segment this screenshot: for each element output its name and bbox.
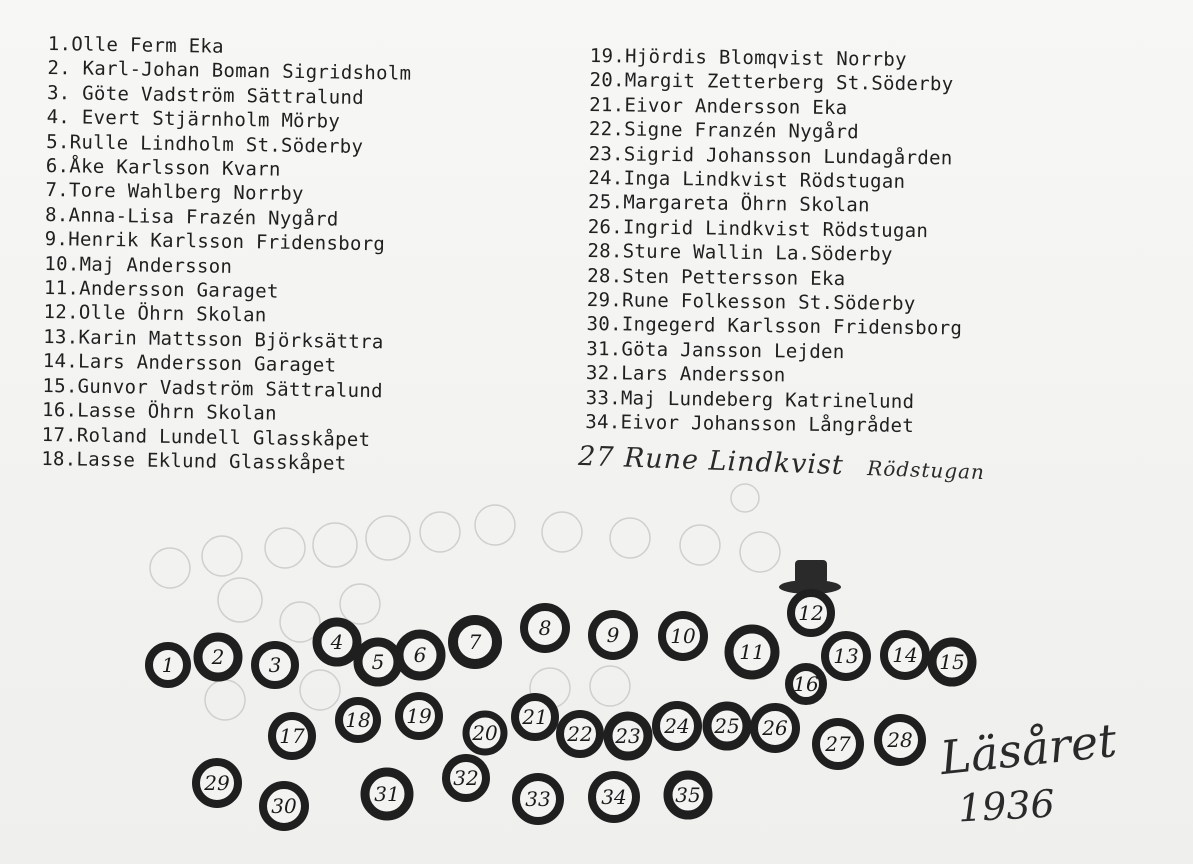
- seat-number: 34: [601, 785, 627, 809]
- seat: [466, 714, 504, 752]
- seat-number: 5: [371, 650, 385, 674]
- roster-entry: 8.Anna-Lisa Frazén Nygård: [44, 203, 339, 231]
- pencil-sketch-circles: [150, 484, 780, 720]
- seat: [932, 642, 972, 682]
- seat-number: 29: [204, 771, 230, 795]
- roster-entry: 25.Margareta Öhrn Skolan: [587, 191, 870, 217]
- seat: [656, 705, 698, 747]
- roster-entry: 14.Lars Andersson Garaget: [42, 350, 337, 377]
- roster-entry: 12.Olle Öhrn Skolan: [43, 301, 267, 327]
- seat: [825, 635, 867, 677]
- seat-number: 11: [739, 640, 765, 664]
- seat-number: 21: [522, 705, 548, 729]
- roster-entry: 18.Lasse Eklund Glasskåpet: [41, 447, 347, 475]
- roster-entry: 16.Lasse Öhrn Skolan: [41, 399, 277, 425]
- roster-entry: 24.Inga Lindkvist Rödstugan: [588, 167, 906, 193]
- seat: [196, 762, 238, 804]
- seat-number: 14: [892, 643, 918, 667]
- handwritten-note-name: 27 Rune Lindkvist: [577, 440, 845, 482]
- roster-entry: 20.Margit Zetterberg St.Söderby: [589, 69, 954, 96]
- seat-number: 19: [406, 704, 432, 728]
- seat: [592, 775, 636, 819]
- roster-entry: 29.Rune Folkesson St.Söderby: [586, 289, 916, 316]
- seat-number: 13: [833, 644, 859, 668]
- seat-number: 25: [714, 714, 740, 738]
- roster-entry: 31.Göta Jansson Lejden: [586, 337, 845, 364]
- seat: [255, 645, 295, 685]
- roster-entry: 33.Maj Lundeberg Katrinelund: [585, 386, 915, 413]
- school-year-number: 1936: [956, 781, 1056, 831]
- roster-entry: 23.Sigrid Johansson Lundagården: [588, 142, 953, 170]
- seat-number: 16: [793, 672, 819, 696]
- roster-entry: 7.Tore Wahlberg Norrby: [45, 179, 304, 206]
- seat: [399, 634, 441, 676]
- seat: [272, 716, 312, 756]
- seat-number: 4: [330, 630, 344, 654]
- seat: [791, 593, 831, 633]
- seat: [446, 758, 486, 798]
- seat: [789, 667, 823, 701]
- seat-number: 33: [525, 787, 551, 811]
- roster-entry: 15.Gunvor Vadström Sättralund: [42, 374, 384, 402]
- seat-number: 27: [825, 732, 851, 756]
- roster-entry: 4. Evert Stjärnholm Mörby: [46, 106, 341, 133]
- seat: [729, 629, 775, 675]
- seat: [515, 697, 555, 737]
- roster-entry: 17.Roland Lundell Glasskåpet: [41, 423, 371, 451]
- top-hat-drawing: [779, 560, 841, 594]
- seat-number: 22: [567, 722, 593, 746]
- roster-entry: 28.Sten Pettersson Eka: [587, 264, 846, 290]
- roster-right-column: [585, 44, 965, 439]
- roster-entry: 30.Ingegerd Karlsson Fridensborg: [586, 313, 963, 341]
- seat: [524, 607, 566, 649]
- seat-number: 17: [279, 724, 305, 748]
- seat-number: 3: [268, 653, 282, 677]
- roster-entry: 19.Hjördis Blomqvist Norrby: [589, 44, 907, 71]
- seat: [149, 646, 187, 684]
- seat-number: 18: [345, 708, 371, 732]
- roster-entry: 22.Signe Franzén Nygård: [588, 118, 860, 144]
- roster-entry: 28.Sture Wallin La.Söderby: [587, 240, 893, 266]
- seat: [365, 772, 409, 816]
- seat: [516, 777, 560, 821]
- seat-number: 32: [453, 766, 479, 790]
- roster-entry: 6.Åke Karlsson Kvarn: [45, 155, 281, 181]
- seat-number: 1: [161, 653, 175, 677]
- handwritten-note-place: Rödstugan: [866, 456, 986, 485]
- seat-number: 15: [939, 650, 965, 674]
- roster-entry: 2. Karl-Johan Boman Sigridsholm: [47, 57, 412, 86]
- seat-number: 12: [798, 601, 824, 625]
- seat-number: 31: [374, 782, 400, 806]
- roster-entry: 11.Andersson Garaget: [43, 277, 279, 303]
- seat: [453, 620, 497, 664]
- roster-entry: 1.Olle Ferm Eka: [47, 32, 225, 58]
- seat: [592, 614, 634, 656]
- seat: [560, 714, 600, 754]
- seat-number: 6: [413, 643, 427, 667]
- seat: [884, 634, 926, 676]
- roster-entry: 3. Göte Vadström Sättralund: [46, 81, 365, 109]
- seat: [198, 637, 238, 677]
- school-year-label: Läsåret: [937, 712, 1120, 786]
- seat-number: 9: [606, 623, 620, 647]
- seat-number: 30: [271, 794, 297, 818]
- seat-number: 20: [472, 721, 498, 745]
- seat-number: 28: [887, 728, 913, 752]
- roster-entry: 32.Lars Andersson: [585, 362, 786, 387]
- roster-entry: 26.Ingrid Lindkvist Rödstugan: [587, 215, 929, 242]
- roster-left-column: [41, 32, 412, 477]
- roster-entry: 34.Eivor Johansson Långrådet: [585, 411, 915, 438]
- roster-entry: 21.Eivor Andersson Eka: [589, 93, 848, 119]
- roster-entry: 9.Henrik Karlsson Fridensborg: [44, 228, 386, 256]
- seat: [358, 642, 398, 682]
- seat: [662, 615, 704, 657]
- seat-number: 8: [538, 616, 552, 640]
- seat: [816, 722, 860, 766]
- roster-entry: 5.Rulle Lindholm St.Söderby: [46, 130, 364, 158]
- seat: [707, 706, 747, 746]
- seat: [754, 707, 796, 749]
- seat: [878, 718, 922, 762]
- seat: [399, 696, 439, 736]
- seat-number: 23: [615, 724, 641, 748]
- seat: [317, 622, 357, 662]
- roster-entry: 10.Maj Andersson: [44, 252, 233, 278]
- seat-number: 7: [468, 630, 482, 654]
- seat-number: 2: [211, 645, 225, 669]
- seat: [668, 775, 708, 815]
- seat: [339, 701, 377, 739]
- roster-entry: 13.Karin Mattsson Björksättra: [43, 325, 384, 354]
- seat: [263, 785, 305, 827]
- seat-number: 10: [670, 624, 696, 648]
- seat-number: 24: [664, 714, 690, 738]
- seat-number: 35: [675, 783, 701, 807]
- seat: [608, 716, 648, 756]
- seat-number: 26: [762, 716, 788, 740]
